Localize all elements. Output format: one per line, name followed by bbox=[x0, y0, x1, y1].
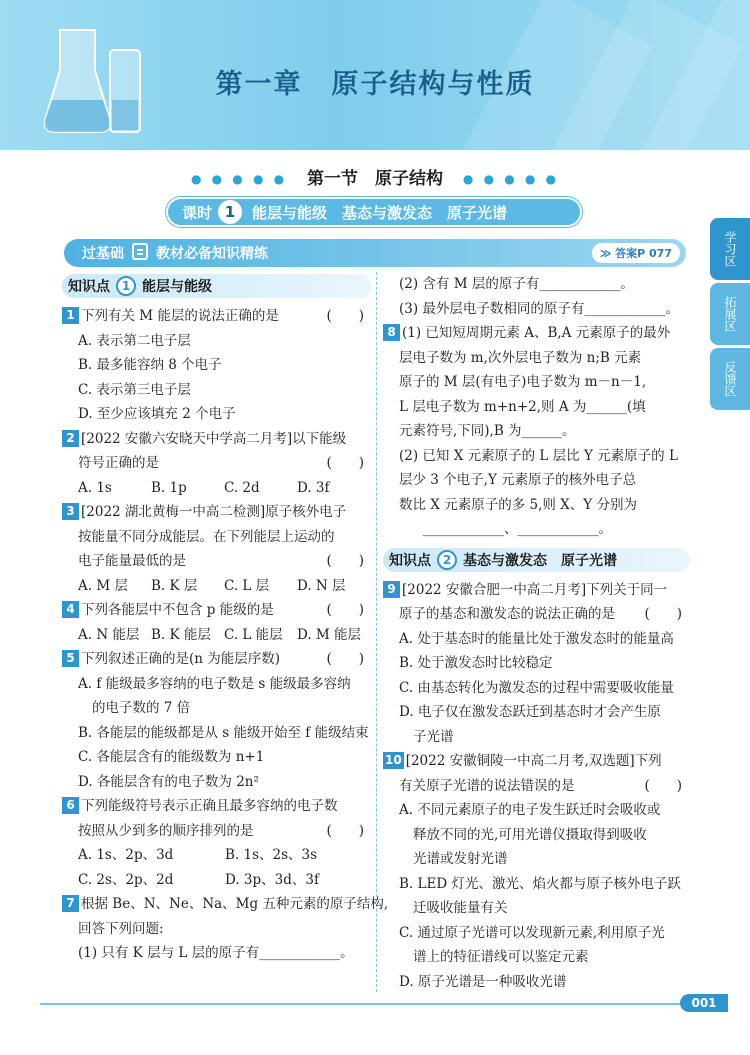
question-line: L 层电子数为 m+n+2,则 A 为______(填 bbox=[399, 398, 646, 415]
question-number: 4 bbox=[62, 601, 79, 618]
question-stem: 根据 Be、N、Ne、Na、Mg 五种元素的原子结构, bbox=[81, 896, 389, 912]
page-number: 001 bbox=[680, 994, 728, 1012]
question-stem: 符号正确的是 bbox=[78, 455, 159, 471]
question-2 bbox=[62, 427, 372, 501]
basis-subtitle: 教材必备知识精练 bbox=[156, 246, 268, 262]
option: C. 2d bbox=[224, 479, 260, 496]
option: B. 1s、2s、3s bbox=[225, 847, 318, 863]
chapter-banner bbox=[0, 0, 750, 150]
answer-paren: ( ) bbox=[326, 308, 364, 324]
option: A. 不同元素原子的电子发生跃迁时会吸收或 bbox=[399, 802, 661, 818]
knowledge-point-2 bbox=[383, 548, 690, 572]
sub-question: (2) 含有 M 层的原子有____________。 bbox=[399, 276, 634, 292]
answer-paren: ( ) bbox=[644, 606, 682, 622]
dots-decoration: ● ● ● ● ● bbox=[462, 172, 559, 186]
question-6 bbox=[62, 794, 372, 892]
lesson-bar bbox=[166, 197, 582, 227]
lesson-number: 1 bbox=[218, 200, 242, 224]
answer-paren: ( ) bbox=[326, 553, 364, 569]
option: D. N 层 bbox=[297, 577, 346, 594]
question-7 bbox=[62, 892, 389, 966]
basis-bar bbox=[64, 239, 686, 267]
option: A. 1s bbox=[78, 479, 112, 496]
option: C. 通过原子光谱可以发现新元素,利用原子光 bbox=[399, 924, 665, 941]
option: A. f 能级最多容纳的电子数是 s 能级最多容纳 bbox=[78, 675, 351, 692]
answer-paren: ( ) bbox=[326, 822, 364, 839]
question-stem: 下列叙述正确的是(n 为能层序数) bbox=[81, 651, 281, 667]
kp-title: 能层与能级 bbox=[142, 279, 212, 295]
question-number: 9 bbox=[383, 581, 400, 598]
dots-decoration: ● ● ● ● ● bbox=[191, 172, 288, 186]
option: C. 由基态转化为激发态的过程中需要吸收能量 bbox=[399, 679, 674, 696]
question-stem: 下列各能层中不包含 p 能级的是 bbox=[81, 602, 274, 618]
option: A. M 层 bbox=[78, 577, 128, 594]
question-stem: [2022 湖北黄梅一中高二检测]原子核外电子 bbox=[81, 504, 347, 520]
question-line: 原子的 M 层(有电子)电子数为 m－n－1, bbox=[399, 374, 647, 390]
option: B. K 层 bbox=[151, 577, 198, 594]
option: D. 至少应该填充 2 个电子 bbox=[78, 406, 236, 422]
option: B. LED 灯光、激光、焰火都与原子核外电子跃 bbox=[399, 875, 681, 892]
answer-paren: ( ) bbox=[326, 651, 364, 667]
question-stem: 按照从少到多的顺序排列的是 bbox=[78, 822, 254, 839]
answer-paren: ( ) bbox=[326, 455, 364, 471]
question-line: 层少 3 个电子,Y 元素原子的核外电子总 bbox=[399, 472, 637, 488]
footer-rule bbox=[40, 1003, 680, 1005]
option: B. K 能层 bbox=[151, 626, 211, 643]
tab-feedback[interactable]: 反馈区 bbox=[710, 348, 750, 410]
section-title: 第一节 原子结构 bbox=[307, 169, 443, 189]
option: 谱上的特征谱线可以鉴定元素 bbox=[413, 949, 589, 965]
kp-title: 基态与激发态 原子光谱 bbox=[463, 552, 617, 569]
tab-extension[interactable]: 拓展区 bbox=[710, 283, 750, 345]
question-stem: 回答下列问题: bbox=[78, 920, 164, 937]
option: C. 表示第三电子层 bbox=[78, 381, 191, 398]
question-5 bbox=[62, 647, 372, 794]
answer-reference[interactable]: ≫ 答案P 077 bbox=[592, 243, 680, 263]
option: A. 表示第二电子层 bbox=[78, 332, 191, 349]
kp-label: 知识点 bbox=[68, 279, 110, 295]
sub-question: (3) 最外层电子数相同的原子有____________。 bbox=[399, 300, 679, 317]
kp-number: 1 bbox=[116, 276, 136, 296]
option: D. M 能层 bbox=[297, 626, 362, 643]
chapter-title: 第一章 原子结构与性质 bbox=[215, 69, 535, 100]
question-stem: [2022 安徽六安晓天中学高二月考]以下能级 bbox=[81, 430, 347, 447]
option: B. 处于激发态时比较稳定 bbox=[399, 655, 553, 671]
option: D. 各能层含有的电子数为 2n² bbox=[78, 773, 259, 790]
clipboard-icon bbox=[132, 242, 148, 264]
left-column bbox=[62, 272, 389, 966]
option: A. 1s、2p、3d bbox=[78, 847, 174, 863]
question-number: 5 bbox=[62, 650, 79, 667]
option: C. 2s、2p、2d bbox=[78, 871, 174, 888]
option: D. 原子光谱是一种吸收光谱 bbox=[399, 973, 567, 990]
question-7-continued bbox=[383, 272, 690, 321]
option: D. 3f bbox=[297, 479, 330, 496]
option: B. 最多能容纳 8 个电子 bbox=[78, 357, 222, 373]
question-stem: 电子能量最低的是 bbox=[78, 553, 186, 569]
question-number: 7 bbox=[62, 895, 79, 912]
question-stem: 下列有关 M 能层的说法正确的是 bbox=[81, 308, 279, 324]
question-number: 1 bbox=[62, 307, 79, 324]
option: D. 3p、3d、3f bbox=[225, 871, 319, 888]
question-3 bbox=[62, 500, 372, 598]
option: 的电子数的 7 倍 bbox=[92, 700, 191, 716]
question-line: 层电子数为 m,次外层电子数为 n;B 元素 bbox=[399, 349, 642, 366]
option: B. 1p bbox=[151, 479, 187, 496]
question-number: 6 bbox=[62, 797, 79, 814]
question-number: 3 bbox=[62, 503, 79, 520]
option: D. 电子仅在激发态跃迁到基态时才会产生原 bbox=[399, 704, 661, 720]
question-stem: 下列能级符号表示正确且最多容纳的电子数 bbox=[81, 798, 338, 814]
right-column bbox=[383, 272, 690, 994]
question-stem: 按能量不同分成能层。在下列能层上运动的 bbox=[78, 528, 335, 545]
option: C. L 能层 bbox=[224, 626, 283, 643]
question-number: 10 bbox=[385, 753, 402, 767]
question-line: 元素符号,下同),B 为______。 bbox=[399, 423, 576, 439]
section-title-row bbox=[0, 164, 750, 189]
option: C. L 层 bbox=[224, 577, 270, 594]
question-number: 2 bbox=[62, 430, 79, 447]
question-9 bbox=[383, 578, 690, 750]
option: A. 处于基态时的能量比处于激发态时的能量高 bbox=[399, 630, 674, 647]
option: C. 各能层含有的能级数为 n+1 bbox=[78, 749, 265, 765]
knowledge-point-1 bbox=[62, 274, 372, 298]
option: A. N 能层 bbox=[78, 626, 140, 643]
basis-label: 过基础 bbox=[82, 246, 124, 262]
question-4 bbox=[62, 598, 372, 647]
answer-paren: ( ) bbox=[644, 777, 682, 794]
sub-question: (1) 只有 K 层与 L 层的原子有____________。 bbox=[78, 945, 354, 961]
kp-number: 2 bbox=[437, 550, 457, 570]
option: 释放不同的光,可用光谱仪摄取得到吸收 bbox=[413, 826, 647, 843]
question-stem: [2022 安徽铜陵一中高二月考,双选题]下列 bbox=[405, 753, 662, 769]
question-stem: 有关原子光谱的说法错误的是 bbox=[399, 777, 575, 794]
question-stem: 原子的基态和激发态的说法正确的是 bbox=[399, 606, 615, 622]
question-1 bbox=[62, 304, 372, 427]
question-10 bbox=[383, 749, 690, 994]
column-divider bbox=[376, 272, 377, 992]
option: B. 各能层的能级都是从 s 能级开始至 f 能级结束 bbox=[78, 724, 369, 741]
lesson-topics: 能层与能级 基态与激发态 原子光谱 bbox=[252, 203, 508, 222]
answer-paren: ( ) bbox=[326, 602, 364, 618]
kp-label: 知识点 bbox=[389, 552, 431, 569]
question-line: ____________、____________。 bbox=[423, 521, 612, 537]
question-line: (1) 已知短周期元素 A、B,A 元素原子的最外 bbox=[402, 325, 671, 341]
question-line: (2) 已知 X 元素原子的 L 层比 Y 元素原子的 L bbox=[399, 447, 678, 464]
option: 光谱或发射光谱 bbox=[413, 851, 508, 867]
question-stem: [2022 安徽合肥一中高二月考]下列关于同一 bbox=[402, 581, 668, 598]
question-line: 数比 X 元素原子的多 5,则 X、Y 分别为 bbox=[399, 496, 637, 513]
question-8 bbox=[383, 321, 690, 542]
lesson-prefix: 课时 bbox=[182, 203, 213, 222]
option: 迁吸收能量有关 bbox=[413, 900, 508, 916]
side-tabs bbox=[710, 218, 750, 413]
question-number: 8 bbox=[383, 324, 400, 341]
option: 子光谱 bbox=[413, 728, 454, 745]
tab-study[interactable]: 学习区 bbox=[710, 218, 750, 280]
